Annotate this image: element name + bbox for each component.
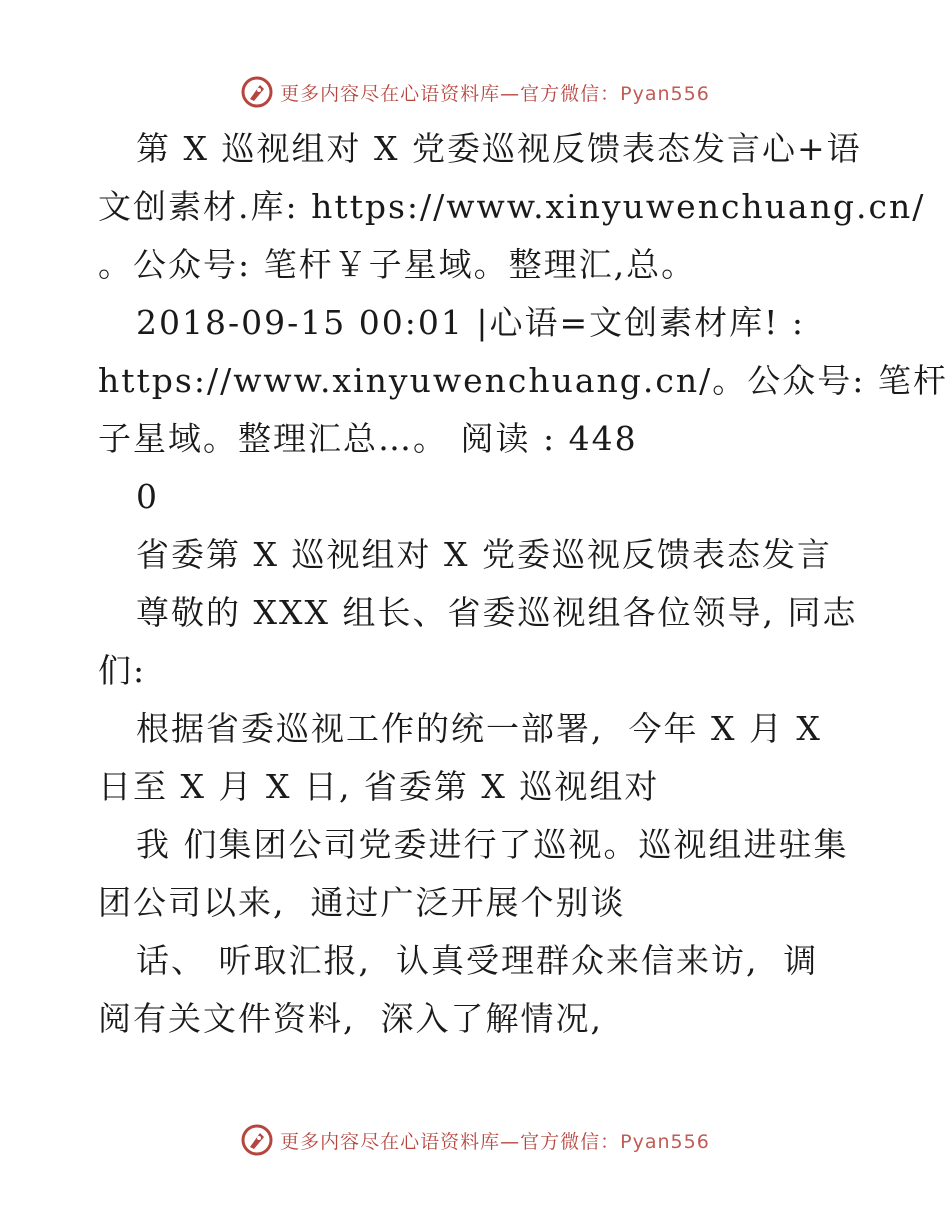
paragraph-line: 日至 X 月 X 日, 省委第 X 巡视组对 [98,767,660,806]
text-line: 。公众号: 笔杆￥子星域。整理汇,总。 [98,245,697,284]
text-line: https://www.xinyuwenchuang.cn/。公众号: 笔杆 [98,361,948,400]
paragraph-line: 根据省委巡视工作的统一部署, 今年 X 月 X [136,709,822,748]
document-title: 省委第 X 巡视组对 X 党委巡视反馈表态发言 [136,535,832,574]
paragraph-line: 团公司以来, 通过广泛开展个别谈 [98,883,626,922]
banner-text: 更多内容尽在心语资料库—官方微信：Pyan556 [280,1130,710,1153]
paragraph-line: 阅有关文件资料, 深入了解情况, [98,999,603,1038]
text-line: 文创素材.库: https://www.xinyuwenchuang.cn/ [98,187,926,226]
text-line: 2018-09-15 00:01 |心语=文创素材库! : [136,303,805,342]
document-body [98,120,948,1048]
paragraph-line: 我 们集团公司党委进行了巡视。巡视组进驻集 [136,825,849,864]
salutation-line: 们: [98,651,147,690]
text-line: 0 [136,477,159,516]
header-watermark-banner [0,70,950,114]
banner-text: 更多内容尽在心语资料库—官方微信：Pyan556 [280,82,710,105]
salutation-line: 尊敬的 XXX 组长、省委巡视组各位领导, 同志 [136,593,858,632]
pen-nib-circle-icon [240,75,274,109]
text-line: 子星域。整理汇总…。 阅读 : 448 [98,419,638,458]
paragraph-line: 话、 听取汇报, 认真受理群众来信来访, 调 [136,941,819,980]
footer-watermark-banner [0,1118,950,1162]
pen-nib-circle-icon [240,1123,274,1157]
text-line: 第 X 巡视组对 X 党委巡视反馈表态发言心+语 [136,129,862,168]
